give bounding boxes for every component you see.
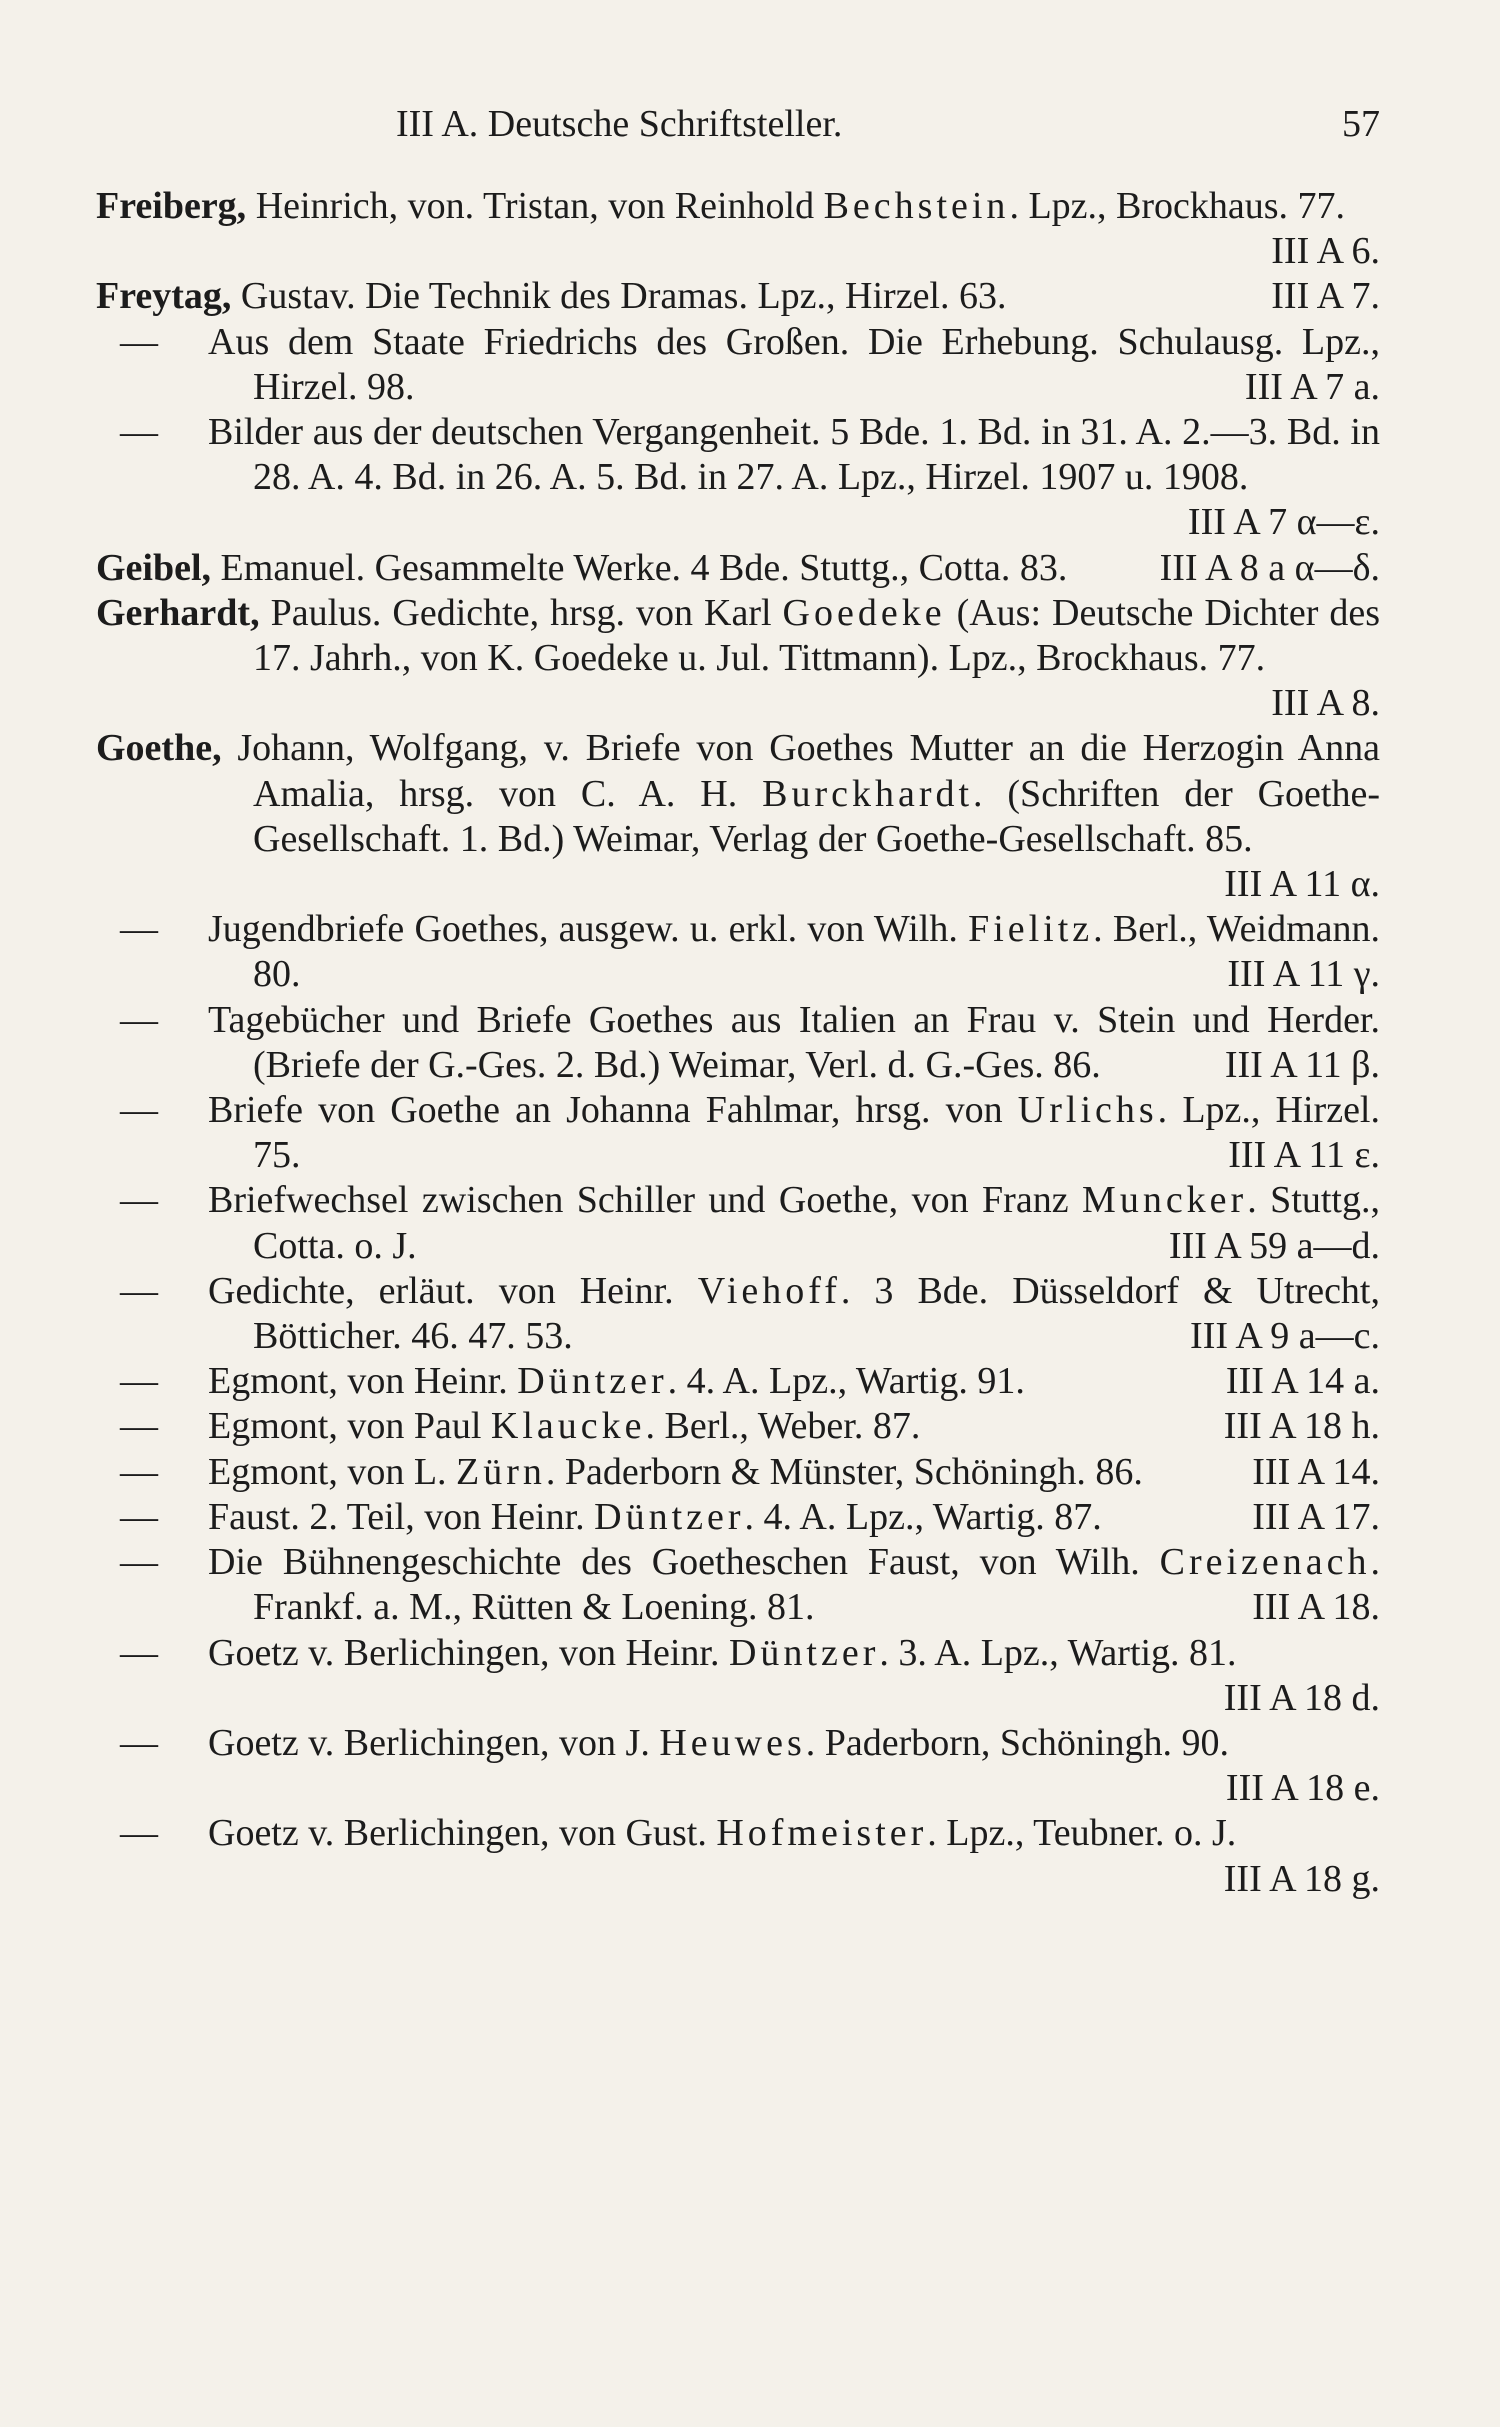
shelf-mark: III A 18 g. bbox=[1223, 1857, 1380, 1900]
entry-text: Briefe von Goethe an Johanna Fahlmar, hrsg. von bbox=[208, 1089, 1018, 1132]
ditto-dash: — bbox=[120, 908, 158, 951]
entry-text: Jugendbriefe Goethes, ausgew. u. erkl. von Wilh. bbox=[208, 908, 969, 951]
entry-text-cont: . 3. A. Lpz., Wartig. 81. bbox=[879, 1631, 1237, 1674]
shelf-mark: III A 8. bbox=[1271, 682, 1380, 725]
entry-text: Egmont, von L. bbox=[208, 1450, 457, 1493]
catalog-entry bbox=[96, 1178, 1380, 1268]
entry-text: Johann, Wolfgang, v. Briefe von Goethes Mutter an die Herzogin Anna Amalia, hrsg. von C. A. H. bbox=[237, 727, 1380, 815]
entry-text: Bilder aus der deutschen Vergangenheit. 5 Bde. 1. Bd. in 31. A. 2.—3. Bd. in 28. A. 4. Bd. in 26. A. 5. Bd. in 27. A. Lpz., Hirzel. 1907 u. 1908. bbox=[208, 411, 1380, 499]
ditto-dash: — bbox=[120, 1089, 158, 1132]
entry-editor-name: Goedeke bbox=[782, 591, 946, 634]
ditto-dash: — bbox=[120, 1812, 158, 1855]
entry-text: Emanuel. Gesammelte Werke. 4 Bde. Stuttg., Cotta. 83. bbox=[220, 546, 1068, 589]
catalog-entry bbox=[96, 998, 1380, 1088]
page-number: 57 bbox=[1342, 103, 1380, 145]
entry-text-cont: . Berl., Weber. 87. bbox=[645, 1405, 921, 1448]
entry-text-cont: . 4. A. Lpz., Wartig. 87. bbox=[744, 1495, 1102, 1538]
entry-text-cont: . Frankf. a. M., Rütten & Loening. 81. bbox=[253, 1541, 1380, 1629]
entry-text: Egmont, von Heinr. bbox=[208, 1360, 518, 1403]
entry-text-cont: . Paderborn & Münster, Schöningh. 86. bbox=[545, 1450, 1143, 1493]
entry-text: Tagebücher und Briefe Goethes aus Italien an Frau v. Stein und Herder. (Briefe der G.-Ges. 2. Bd.) Weimar, Verl. d. G.-Ges. 86. bbox=[208, 998, 1380, 1086]
entry-text: Briefwechsel zwischen Schiller und Goethe, von Franz bbox=[208, 1179, 1083, 1222]
ditto-dash: — bbox=[120, 1405, 158, 1448]
catalog-entry bbox=[96, 1269, 1380, 1359]
shelf-mark: III A 17. bbox=[1252, 1495, 1380, 1538]
catalog-entry bbox=[96, 546, 1380, 591]
entry-text: Die Bühnengeschichte des Goetheschen Faust, von Wilh. bbox=[208, 1541, 1160, 1584]
catalog-entry bbox=[96, 907, 1380, 997]
shelf-mark: III A 14. bbox=[1252, 1450, 1380, 1493]
entry-text: Goetz v. Berlichingen, von Gust. bbox=[208, 1812, 717, 1855]
catalog-entry bbox=[96, 726, 1380, 907]
entry-editor-name: Urlichs bbox=[1017, 1089, 1158, 1132]
catalog-entry bbox=[96, 1450, 1380, 1495]
ditto-dash: — bbox=[120, 1450, 158, 1493]
shelf-mark: III A 11 β. bbox=[1224, 1043, 1380, 1086]
shelf-mark: III A 8 a α—δ. bbox=[1159, 546, 1380, 589]
entry-text: Paulus. Gedichte, hrsg. von Karl bbox=[270, 591, 783, 634]
entry-editor-name: Muncker bbox=[1082, 1179, 1248, 1222]
entry-editor-name: Düntzer bbox=[728, 1631, 880, 1674]
entry-author: Freiberg, bbox=[96, 185, 247, 227]
entry-text-cont: . 3 Bde. Düsseldorf & Utrecht, Bötticher. 46. 47. 53. bbox=[253, 1269, 1380, 1358]
ditto-dash: — bbox=[120, 1360, 158, 1403]
shelf-mark: III A 11 ε. bbox=[1228, 1134, 1380, 1177]
catalog-entry bbox=[96, 410, 1380, 546]
entry-author: Geibel, bbox=[96, 546, 212, 589]
ditto-dash: — bbox=[120, 1721, 158, 1764]
entry-text-cont: . 4. A. Lpz., Wartig. 91. bbox=[667, 1360, 1025, 1403]
catalog-entry bbox=[96, 274, 1380, 319]
shelf-mark: III A 7. bbox=[1271, 275, 1380, 318]
entry-text-cont: . (Schriften der Goethe-Gesellschaft. 1. Bd.) Weimar, Verlag der Goethe-Gesellschaft. 85. bbox=[253, 772, 1380, 860]
entry-author: Freytag, bbox=[96, 275, 232, 318]
entry-editor-name: Creizenach bbox=[1159, 1541, 1371, 1584]
entry-editor-name: Düntzer bbox=[594, 1495, 745, 1538]
entry-text: Heinrich, von. Tristan, von Reinhold bbox=[255, 185, 824, 227]
shelf-mark: III A 6. bbox=[1271, 230, 1380, 273]
entry-text-cont: . Lpz., Hirzel. 75. bbox=[253, 1089, 1380, 1177]
ditto-dash: — bbox=[120, 1179, 158, 1222]
entry-editor-name: Heuwes bbox=[659, 1721, 806, 1764]
entry-author: Goethe, bbox=[96, 727, 222, 770]
entry-text: Aus dem Staate Friedrichs des Großen. Die Erhebung. Schulausg. Lpz., Hirzel. 98. bbox=[208, 320, 1380, 408]
entry-text-cont: . Paderborn, Schöningh. 90. bbox=[805, 1721, 1229, 1764]
shelf-mark: III A 9 a—c. bbox=[1190, 1315, 1380, 1358]
shelf-mark: III A 11 α. bbox=[1224, 863, 1380, 906]
catalog-entry bbox=[96, 1359, 1380, 1404]
entry-text-cont: . Stuttg., Cotta. o. J. bbox=[253, 1179, 1380, 1267]
shelf-mark: III A 7 α—ε. bbox=[1187, 501, 1380, 544]
ditto-dash: — bbox=[120, 1495, 158, 1538]
entry-text: Goetz v. Berlichingen, von J. bbox=[208, 1721, 660, 1764]
entry-text: Goetz v. Berlichingen, von Heinr. bbox=[208, 1631, 729, 1674]
entry-text-cont: . Lpz., Brockhaus. 77. bbox=[1009, 185, 1346, 227]
entry-author: Gerhardt, bbox=[96, 591, 260, 634]
entry-text: Egmont, von Paul bbox=[208, 1405, 491, 1448]
entry-text-cont: . Berl., Weidmann. 80. bbox=[253, 908, 1380, 996]
entry-text-cont: . Lpz., Teubner. o. J. bbox=[927, 1812, 1237, 1855]
catalog-entry bbox=[96, 1404, 1380, 1449]
shelf-mark: III A 18 d. bbox=[1223, 1676, 1380, 1719]
catalog-entry bbox=[96, 1721, 1380, 1811]
entry-editor-name: Viehoff bbox=[697, 1269, 841, 1312]
catalog-entry bbox=[96, 1495, 1380, 1540]
shelf-mark: III A 59 a—d. bbox=[1168, 1224, 1380, 1267]
catalog-entry bbox=[96, 1811, 1380, 1901]
ditto-dash: — bbox=[120, 998, 158, 1041]
entry-editor-name: Burckhardt bbox=[762, 772, 974, 815]
catalog-entry bbox=[96, 184, 1380, 274]
entry-editor-name: Zürn bbox=[456, 1450, 546, 1493]
entry-text: Gedichte, erläut. von Heinr. bbox=[208, 1269, 698, 1312]
entry-text: Faust. 2. Teil, von Heinr. bbox=[208, 1495, 595, 1538]
ditto-dash: — bbox=[120, 1631, 158, 1674]
running-title: III A. Deutsche Schriftsteller. bbox=[396, 103, 843, 145]
catalog-entries bbox=[96, 184, 1380, 1902]
catalog-entry bbox=[96, 320, 1380, 410]
catalog-entry bbox=[96, 591, 1380, 727]
shelf-mark: III A 18. bbox=[1252, 1586, 1380, 1629]
catalog-entry bbox=[96, 1540, 1380, 1630]
entry-text: Gustav. Die Technik des Dramas. Lpz., Hirzel. 63. bbox=[240, 275, 1007, 318]
entry-editor-name: Bechstein bbox=[823, 185, 1010, 227]
shelf-mark: III A 11 γ. bbox=[1227, 953, 1380, 996]
shelf-mark: III A 18 e. bbox=[1225, 1767, 1380, 1810]
catalog-entry bbox=[96, 1088, 1380, 1178]
ditto-dash: — bbox=[120, 411, 158, 454]
shelf-mark: III A 18 h. bbox=[1223, 1405, 1380, 1448]
ditto-dash: — bbox=[120, 1541, 158, 1584]
shelf-mark: III A 14 a. bbox=[1225, 1360, 1380, 1403]
catalog-entry bbox=[96, 1631, 1380, 1721]
ditto-dash: — bbox=[120, 1269, 158, 1312]
entry-text-cont: (Aus: Deutsche Dichter des 17. Jahrh., von K. Goedeke u. Jul. Tittmann). Lpz., Brockhaus. 77. bbox=[253, 591, 1380, 680]
entry-editor-name: Hofmeister bbox=[716, 1812, 928, 1855]
entry-editor-name: Düntzer bbox=[517, 1360, 668, 1403]
entry-editor-name: Klaucke bbox=[490, 1405, 646, 1448]
ditto-dash: — bbox=[120, 320, 158, 363]
shelf-mark: III A 7 a. bbox=[1244, 365, 1380, 408]
running-header bbox=[96, 92, 1380, 156]
entry-editor-name: Fielitz bbox=[968, 908, 1094, 951]
